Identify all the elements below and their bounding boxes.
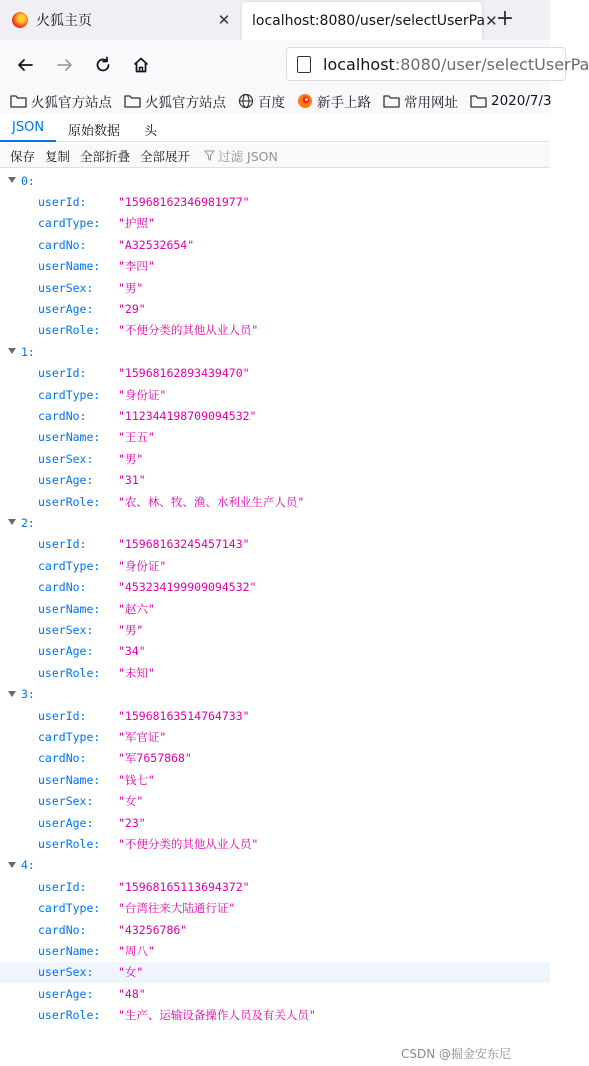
json-record-header[interactable]	[0, 512, 550, 533]
json-property-row[interactable]	[0, 555, 550, 576]
json-property-row[interactable]	[0, 448, 550, 469]
property-key: cardNo:	[38, 580, 87, 595]
tab-close-button[interactable]: ✕	[217, 11, 231, 29]
tab-headers[interactable]: 头	[144, 124, 158, 139]
tab-localhost[interactable]	[242, 2, 498, 40]
json-toolbar	[0, 144, 550, 168]
property-value: "不便分类的其他从业人员"	[118, 836, 259, 851]
property-value: "女"	[118, 965, 144, 980]
forward-button[interactable]	[52, 52, 78, 78]
firefox-icon	[297, 93, 313, 109]
json-property-row[interactable]	[0, 384, 550, 405]
property-value: "台湾往来大陆通行证"	[118, 901, 236, 916]
property-value: "军官证"	[118, 729, 167, 744]
property-key: userAge:	[38, 301, 94, 316]
bookmark-item[interactable]	[470, 93, 552, 109]
property-value: "112344198709094532"	[118, 408, 257, 423]
reload-button[interactable]	[90, 52, 116, 78]
home-icon	[132, 56, 150, 74]
json-property-row[interactable]	[0, 705, 550, 726]
property-key: userAge:	[38, 815, 94, 830]
property-value: "身份证"	[118, 387, 167, 402]
bookmark-label: 火狐官方站点	[31, 95, 112, 111]
property-key: userId:	[38, 879, 87, 894]
property-key: userId:	[38, 366, 87, 381]
json-property-row[interactable]	[0, 363, 550, 384]
filter-icon	[204, 150, 215, 161]
expand-toggle-icon[interactable]	[8, 691, 16, 697]
json-property-row[interactable]	[0, 405, 550, 426]
property-key: userId:	[38, 194, 87, 209]
property-key: userSex:	[38, 280, 94, 295]
tab-json[interactable]: JSON	[0, 116, 56, 142]
property-key: userAge:	[38, 473, 94, 488]
property-key: userSex:	[38, 965, 94, 980]
property-value: "军7657868"	[118, 751, 192, 766]
page-icon	[297, 56, 311, 73]
collapse-all-button[interactable]: 全部折叠	[80, 148, 131, 164]
bookmark-item[interactable]	[238, 91, 285, 111]
url-path: :8080/user/selectUserPa	[394, 54, 589, 74]
json-record-header[interactable]	[0, 170, 550, 191]
json-property-row[interactable]	[0, 320, 550, 341]
property-value: "未知"	[118, 665, 155, 680]
json-property-row[interactable]	[0, 534, 550, 555]
property-value: "29"	[118, 301, 146, 316]
json-property-row[interactable]	[0, 234, 550, 255]
property-value: "赵六"	[118, 601, 155, 616]
property-key: cardType:	[38, 729, 101, 744]
property-key: userName:	[38, 430, 101, 445]
property-key: userSex:	[38, 622, 94, 637]
property-key: cardNo:	[38, 751, 87, 766]
property-key: cardNo:	[38, 408, 87, 423]
property-value: "身份证"	[118, 558, 167, 573]
property-key: userName:	[38, 259, 101, 274]
navigation-bar	[0, 40, 589, 88]
bookmark-item[interactable]	[297, 91, 371, 111]
tab-close-button[interactable]: ✕	[485, 12, 498, 30]
property-value: "A32532654"	[118, 237, 195, 252]
json-property-row[interactable]	[0, 619, 550, 640]
json-property-row[interactable]	[0, 470, 550, 491]
json-property-row[interactable]	[0, 277, 550, 298]
json-property-row[interactable]	[0, 1005, 550, 1026]
property-key: userAge:	[38, 986, 94, 1001]
json-property-row[interactable]	[0, 919, 550, 940]
property-value: "48"	[118, 986, 146, 1001]
folder-icon	[10, 94, 27, 108]
property-key: userId:	[38, 537, 87, 552]
json-property-row[interactable]	[0, 962, 550, 983]
json-property-row[interactable]	[0, 662, 550, 683]
property-key: userRole:	[38, 1008, 101, 1023]
bookmark-item[interactable]	[383, 91, 458, 111]
json-record-header[interactable]	[0, 684, 550, 705]
property-value: "15968162346981977"	[118, 194, 250, 209]
filter-placeholder: 过滤 JSON	[218, 148, 278, 164]
watermark: CSDN @掘金安东尼	[401, 1047, 512, 1061]
property-key: userRole:	[38, 665, 101, 680]
property-value: "男"	[118, 451, 144, 466]
property-key: userName:	[38, 601, 101, 616]
json-property-row[interactable]	[0, 256, 550, 277]
bookmark-item[interactable]	[10, 91, 112, 111]
property-key: userRole:	[38, 836, 101, 851]
property-value: "15968162893439470"	[118, 366, 250, 381]
json-property-row[interactable]	[0, 812, 550, 833]
property-value: "男"	[118, 280, 144, 295]
folder-icon	[470, 94, 487, 108]
json-property-row[interactable]	[0, 898, 550, 919]
home-button[interactable]	[128, 52, 154, 78]
json-property-row[interactable]	[0, 213, 550, 234]
property-key: userRole:	[38, 323, 101, 338]
property-value: "护照"	[118, 216, 155, 231]
json-property-row[interactable]	[0, 598, 550, 619]
filter-json-input[interactable]	[204, 147, 278, 165]
property-value: "43256786"	[118, 922, 188, 937]
property-value: "男"	[118, 622, 144, 637]
record-index: 4:	[21, 858, 35, 873]
json-property-row[interactable]	[0, 940, 550, 961]
property-value: "453234199909094532"	[118, 580, 257, 595]
bookmark-item[interactable]	[124, 91, 226, 111]
property-value: "周八"	[118, 943, 155, 958]
record-index: 2:	[21, 515, 35, 530]
tab-title: 火狐主页	[36, 13, 92, 29]
property-key: cardType:	[38, 387, 101, 402]
json-record-header[interactable]	[0, 341, 550, 362]
json-property-row[interactable]	[0, 726, 550, 747]
firefox-icon	[12, 12, 28, 28]
property-key: userSex:	[38, 794, 94, 809]
bookmarks-bar	[0, 88, 550, 114]
url-host: localhost	[323, 54, 395, 74]
expand-toggle-icon[interactable]	[8, 348, 16, 354]
property-value: "15968165113694372"	[118, 879, 250, 894]
tab-strip	[0, 0, 550, 40]
property-key: cardNo:	[38, 922, 87, 937]
property-value: "15968163245457143"	[118, 537, 250, 552]
json-property-row[interactable]	[0, 298, 550, 319]
tab-title: localhost:8080/user/selectUserPa	[252, 13, 486, 29]
json-property-row[interactable]	[0, 833, 550, 854]
json-record-header[interactable]	[0, 855, 550, 876]
bookmark-label: 百度	[258, 95, 285, 111]
property-value: "15968163514764733"	[118, 708, 250, 723]
expand-all-button[interactable]: 全部展开	[140, 148, 191, 164]
property-value: "31"	[118, 473, 146, 488]
expand-toggle-icon[interactable]	[8, 177, 16, 183]
address-bar[interactable]	[286, 47, 589, 81]
record-index: 1:	[21, 344, 35, 359]
new-tab-button[interactable]: +	[495, 6, 515, 31]
json-property-row[interactable]	[0, 191, 550, 212]
json-property-row[interactable]	[0, 427, 550, 448]
property-key: cardType:	[38, 901, 101, 916]
folder-icon	[383, 94, 400, 108]
json-property-row[interactable]	[0, 577, 550, 598]
forward-arrow-icon	[56, 56, 74, 74]
folder-icon	[124, 94, 141, 108]
property-key: userAge:	[38, 644, 94, 659]
viewer-tabs	[0, 116, 550, 142]
property-key: cardType:	[38, 558, 101, 573]
back-arrow-icon	[16, 56, 34, 74]
property-key: cardType:	[38, 216, 101, 231]
property-value: "女"	[118, 794, 144, 809]
expand-toggle-icon[interactable]	[8, 862, 16, 868]
json-property-row[interactable]	[0, 876, 550, 897]
json-property-row[interactable]	[0, 748, 550, 769]
record-index: 3:	[21, 687, 35, 702]
copy-button[interactable]: 复制	[45, 148, 71, 164]
property-value: "农、林、牧、渔、水利业生产人员"	[118, 494, 305, 509]
property-value: "王五"	[118, 430, 155, 445]
json-property-row[interactable]	[0, 983, 550, 1004]
bookmark-label: 2020/7/3	[491, 93, 552, 109]
property-key: userName:	[38, 772, 101, 787]
property-key: userName:	[38, 943, 101, 958]
globe-icon	[238, 93, 254, 109]
bookmark-label: 新手上路	[317, 95, 371, 111]
json-property-row[interactable]	[0, 491, 550, 512]
json-property-row[interactable]	[0, 641, 550, 662]
tab-firefox-home[interactable]	[0, 0, 240, 40]
property-key: userSex:	[38, 451, 94, 466]
property-value: "钱七"	[118, 772, 155, 787]
bookmark-label: 常用网址	[404, 95, 458, 111]
json-property-row[interactable]	[0, 769, 550, 790]
property-value: "不便分类的其他从业人员"	[118, 323, 259, 338]
property-value: "23"	[118, 815, 146, 830]
record-index: 0:	[21, 173, 35, 188]
property-key: userRole:	[38, 494, 101, 509]
tab-raw-data[interactable]: 原始数据	[68, 124, 121, 139]
property-key: cardNo:	[38, 237, 87, 252]
json-property-row[interactable]	[0, 791, 550, 812]
bookmark-label: 火狐官方站点	[145, 95, 226, 111]
property-value: "生产、运输设备操作人员及有关人员"	[118, 1008, 316, 1023]
expand-toggle-icon[interactable]	[8, 519, 16, 525]
property-value: "李四"	[118, 259, 155, 274]
reload-icon	[94, 56, 112, 74]
save-button[interactable]: 保存	[10, 148, 36, 164]
property-key: userId:	[38, 708, 87, 723]
property-value: "34"	[118, 644, 146, 659]
back-button[interactable]	[12, 52, 38, 78]
